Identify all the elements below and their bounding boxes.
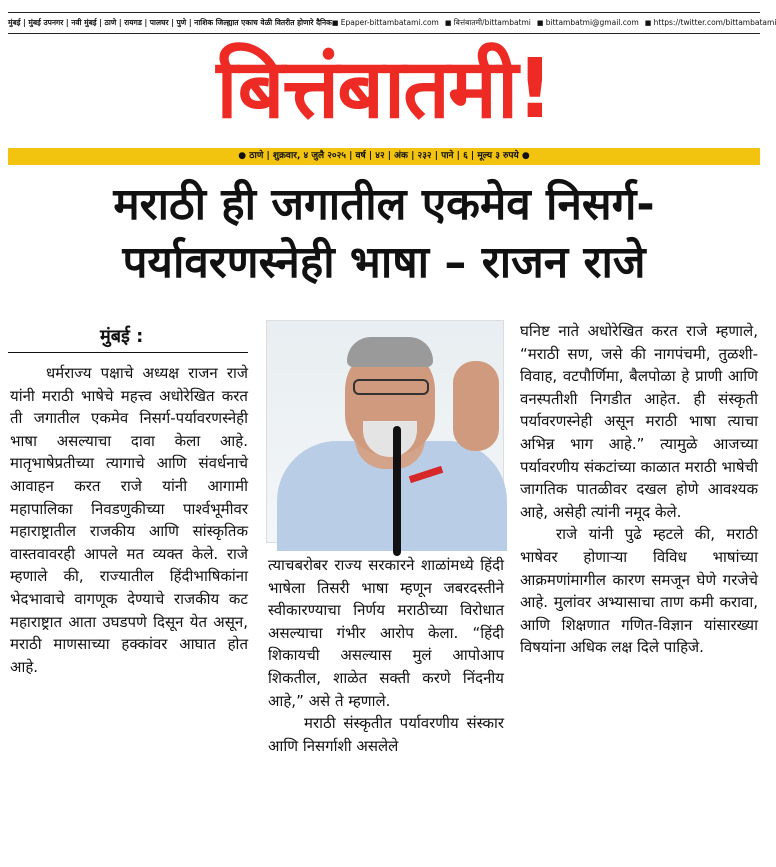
top-info-bar xyxy=(8,12,776,34)
date-bar: ● ठाणे | शुक्रवार, ४ जुलै २०२५ | वर्ष | ४२ | अंक | २३२ | पाने | ६ | मूल्य ३ रुपये ● xyxy=(8,148,760,165)
column-divider xyxy=(8,352,248,353)
article-paragraph: धर्मराज्य पक्षाचे अध्यक्ष राजन राजे यांनी मराठी भाषेचे महत्त्व अधोरेखित करत ती जगातील एकमेव निसर्ग-पर्यावरणस्नेही भाषा असल्याचा दावा केला आहे. मातृभाषेप्रतीच्या त्यागाचे आणि संवर्धनाचे आवाहन करत राजे यांनी आगामी महापालिका निवडणुकीच्या पार्श्वभूमीवर महाराष्ट्रातील राजकीय आणि सांस्कृतिक वास्तवावरही आपले मत व्यक्त केले. राजे म्हणाले की, राज्यातील हिंदीभाषिकांना भेदभावाचे वागणूक देण्याचे राजकीय कट महाराष्ट्रात आता उघडपणे दिसून येत असून, मराठी माणसाच्या हक्कांवर आघात होत आहे. xyxy=(10,364,248,676)
photo-glasses xyxy=(353,379,429,395)
microphone-icon xyxy=(393,426,401,556)
article-paragraph: मराठी संस्कृतीत पर्यावरणीय संस्कार आणि निसर्गाशी असलेले xyxy=(268,714,504,755)
article-column-1 xyxy=(10,362,248,678)
contact-links xyxy=(332,18,776,28)
headline-line-1: मराठी ही जगातील एकमेव निसर्ग- xyxy=(113,179,655,230)
article-paragraph: घनिष्ट नाते अधोरेखित करत राजे म्हणाले, “मराठी सण, जसे की नागपंचमी, तुळशी-विवाह, वटपौर्णिमा, बैलपोळा हे प्राणी आणि वनस्पतीशी निगडीत आहेत. ही संस्कृती पर्यावरणस्नेही असून मराठी भाषा त्याचा अभिन्न भाग आहे.” त्यामुळे आजच्या पर्यावरणीय संकटांच्या काळात मराठी भाषेची जागतिक पातळीवर दखल होणे आवश्यक आहे, असेही त्यांनी नमूद केले. xyxy=(520,322,758,521)
dateline: मुंबई : xyxy=(100,326,144,347)
photo-hand xyxy=(453,361,499,451)
speaker-photo xyxy=(266,320,504,543)
email-link[interactable]: ■ bittambatmi@gmail.com xyxy=(537,18,639,28)
newspaper-logo: बित्तंबातमी! xyxy=(216,42,552,137)
article-column-3 xyxy=(520,320,758,659)
epaper-link[interactable]: ■ Epaper-bittambatami.com xyxy=(332,18,439,28)
social-handle[interactable]: ■ बित्तंबातमी/bittambatmi xyxy=(445,18,531,28)
article-paragraph: त्याचबरोबर राज्य सरकारने शाळांमध्ये हिंदी भाषेला तिसरी भाषा म्हणून जबरदस्तीने स्वीकारण्याचा निर्णय मराठीच्या विरोधात असल्याचा गंभीर आरोप केला. “हिंदी शिकायची असल्यास मुलं आपोआप शिकतील, शाळेत सक्ती करणे निंदनीय आहे,” असे ते म्हणाले. xyxy=(268,556,504,710)
article-column-2 xyxy=(268,554,504,757)
twitter-link[interactable]: ■ https://twitter.com/bittambatami xyxy=(645,18,776,28)
article-paragraph: राजे यांनी पुढे म्हटले की, मराठी भाषेवर होणाऱ्या विविध भाषांच्या आक्रमणांमागील कारण समजून घेणे गरजेचे आहे. मुलांवर अभ्यासाचा ताण कमी करावा, आणि शिक्षणात गणित-विज्ञान यांसारख्या विषयांना अधिक लक्ष दिले पाहिजे. xyxy=(520,525,758,657)
headline xyxy=(10,176,758,292)
photo-hair xyxy=(347,337,433,367)
distribution-cities: मुंबई | मुंबई उपनगर | नवी मुंबई | ठाणे | रायगड | पालघर | पुणे | नाशिक जिल्ह्यात एकाच वेळी वितरीत होणारे दैनिक xyxy=(8,18,332,27)
masthead xyxy=(0,34,768,146)
headline-line-2: पर्यावरणस्नेही भाषा – राजन राजे xyxy=(122,237,646,288)
